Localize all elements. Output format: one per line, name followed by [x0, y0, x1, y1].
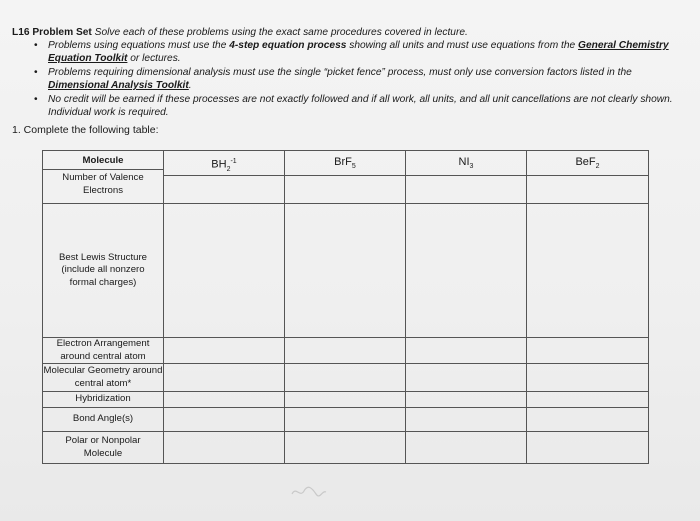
- molecule-label: Molecule: [82, 154, 124, 166]
- answer-cell-mg-2[interactable]: [285, 364, 406, 392]
- valence-label: Number of Valence Electrons: [43, 169, 163, 202]
- answer-cell-lewis-4[interactable]: [527, 204, 649, 338]
- instruction-item: [12, 39, 694, 65]
- electron-arrangement-label: Electron Arrangement around central atom: [43, 338, 164, 364]
- answer-cell-ba-4[interactable]: [527, 408, 649, 432]
- problem-set-label: L16 Problem Set: [12, 27, 92, 38]
- bond-angles-row: [43, 408, 649, 432]
- answer-cell-mg-3[interactable]: [406, 364, 527, 392]
- instruction-text: No credit will be earned if these processes are not exactly followed and if all work, all units, and all unit cancellations are not clearly shown. Individual work is required.: [48, 94, 673, 118]
- answer-cell-pol-2[interactable]: [285, 432, 406, 464]
- answer-cell-hyb-1[interactable]: [164, 392, 285, 408]
- lewis-row: [43, 204, 649, 338]
- instructions-header: [12, 26, 694, 120]
- hybridization-label: Hybridization: [43, 392, 164, 408]
- instruction-item: [12, 66, 694, 92]
- electron-arrangement-row: [43, 338, 649, 364]
- problem-set-title: [12, 26, 694, 39]
- answer-cell-hyb-2[interactable]: [285, 392, 406, 408]
- answer-cell-mg-1[interactable]: [164, 364, 285, 392]
- bond-angles-label: Bond Angle(s): [43, 408, 164, 432]
- answer-cell-ba-1[interactable]: [164, 408, 285, 432]
- answer-cell-pol-1[interactable]: [164, 432, 285, 464]
- answer-cell-hyb-4[interactable]: [527, 392, 649, 408]
- instruction-text: showing all units and must use equations from the: [346, 40, 579, 51]
- header-row: [43, 151, 649, 204]
- column-header-3: [406, 151, 527, 204]
- formula-ni3: $NI_3$: [406, 153, 526, 176]
- answer-cell-ea-4[interactable]: [527, 338, 649, 364]
- polarity-row: [43, 432, 649, 464]
- molecular-geometry-row: [43, 364, 649, 392]
- answer-cell-valence-3[interactable]: [406, 176, 526, 202]
- formula-brf5: BrF$_5$: [285, 153, 405, 176]
- molecule-valence-label-cell: [43, 151, 164, 204]
- instruction-text: Problems using equations must use the: [48, 40, 230, 51]
- instruction-text: General Chemistry Equation Toolkit: [48, 40, 669, 64]
- answer-cell-mg-4[interactable]: [527, 364, 649, 392]
- column-header-1: [164, 151, 285, 204]
- instruction-text: or lectures.: [127, 53, 181, 64]
- answer-cell-lewis-2[interactable]: [285, 204, 406, 338]
- molecular-geometry-label: Molecular Geometry around central atom*: [43, 364, 164, 392]
- formula-bh2: $BH_2^{-1}$: [164, 153, 284, 176]
- hybridization-row: [43, 392, 649, 408]
- instruction-item: [12, 93, 694, 119]
- lewis-label: Best Lewis Structure (include all nonzero formal charges): [43, 204, 164, 338]
- column-header-2: [285, 151, 406, 204]
- column-header-4: [527, 151, 649, 204]
- answer-cell-ba-3[interactable]: [406, 408, 527, 432]
- instruction-text: Problems requiring dimensional analysis must use the single “picket fence” process, must only use conversion factors listed in the: [48, 67, 632, 78]
- answer-cell-valence-2[interactable]: [285, 176, 405, 202]
- answer-cell-hyb-3[interactable]: [406, 392, 527, 408]
- problem-set-intro: Solve each of these problems using the exact same procedures covered in lecture.: [91, 27, 468, 38]
- answer-cell-lewis-1[interactable]: [164, 204, 285, 338]
- instruction-list: [12, 39, 694, 119]
- answer-cell-valence-1[interactable]: [164, 176, 284, 202]
- answer-cell-ba-2[interactable]: [285, 408, 406, 432]
- formula-bef2: BeF$_2$: [527, 153, 648, 176]
- answer-table: [42, 150, 649, 464]
- answer-cell-ea-3[interactable]: [406, 338, 527, 364]
- instruction-text: 4-step equation process: [229, 40, 347, 51]
- bullet-icon: •: [34, 94, 38, 105]
- question-1: 1. Complete the following table:: [12, 124, 159, 136]
- bullet-icon: •: [34, 40, 38, 51]
- polarity-label: Polar or Nonpolar Molecule: [43, 432, 164, 464]
- instruction-text: .: [188, 80, 192, 91]
- answer-cell-pol-4[interactable]: [527, 432, 649, 464]
- faint-pencil-mark: [290, 482, 330, 502]
- answer-cell-lewis-3[interactable]: [406, 204, 527, 338]
- answer-cell-ea-2[interactable]: [285, 338, 406, 364]
- answer-cell-pol-3[interactable]: [406, 432, 527, 464]
- answer-cell-ea-1[interactable]: [164, 338, 285, 364]
- bullet-icon: •: [34, 67, 38, 78]
- answer-cell-valence-4[interactable]: [527, 176, 648, 202]
- instruction-text: Dimensional Analysis Toolkit: [48, 80, 189, 91]
